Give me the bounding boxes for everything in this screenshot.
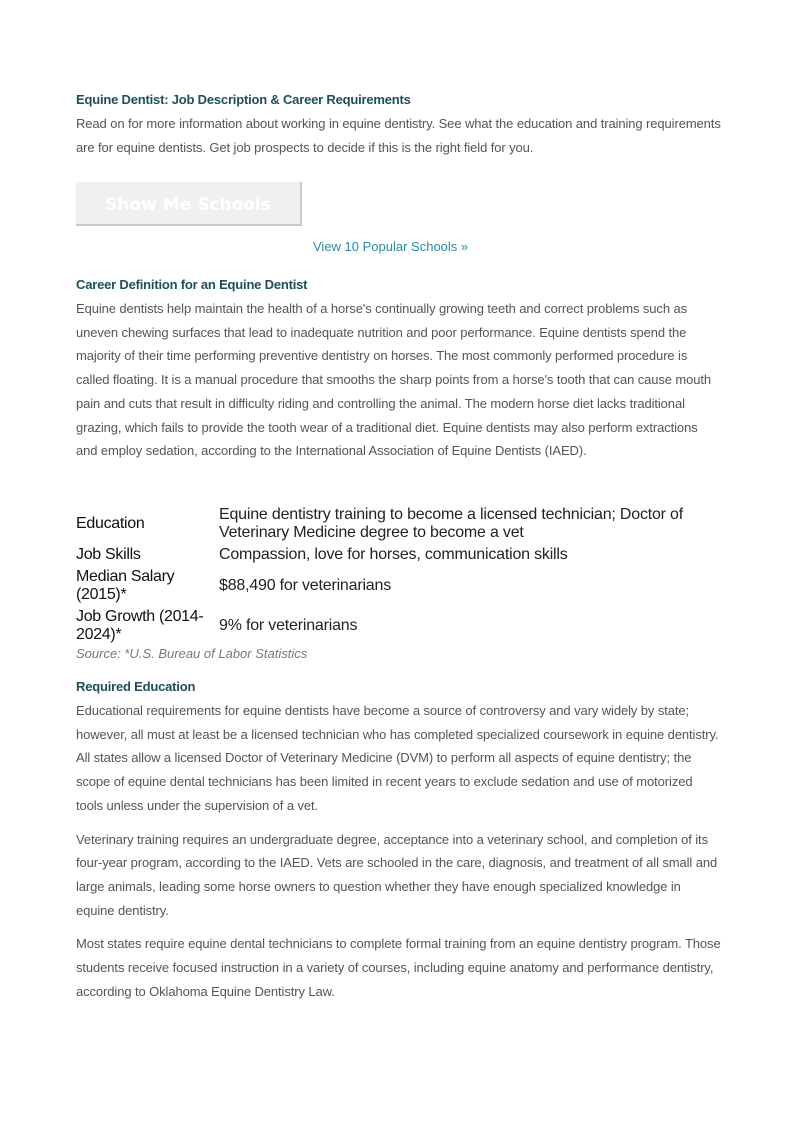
popular-schools-link[interactable]: View 10 Popular Schools »: [313, 239, 469, 254]
career-definition-heading: Career Definition for an Equine Dentist: [76, 277, 308, 292]
table-row: [76, 566, 721, 606]
required-education-paragraph: Educational requirements for equine dentists have become a source of controversy and vary widely by state; however, all must at least be a licensed technician who has completed specialized coursework in equine dentistry. All states allow a licensed Doctor of Veterinary Medicine (DVM) to perform all aspects of equine dentistry; the scope of equine dental technicians has been limited in recent years to exclude sedation and use of motorized tools unless under the supervision of a vet.: [76, 703, 719, 813]
fact-value: Equine dentistry training to become a licensed technician; Doctor of Veterinary Medicine degree to become a vet: [219, 506, 684, 541]
fact-label: Education: [76, 515, 145, 532]
page-title: Equine Dentist: Job Description & Career Requirements: [76, 92, 411, 107]
fact-label: Job Growth (2014-2024)*: [76, 608, 204, 643]
table-row: [76, 544, 721, 566]
table-row: [76, 504, 721, 544]
required-education-heading: Required Education: [76, 679, 196, 694]
article: [76, 90, 721, 999]
fact-value: 9% for veterinarians: [219, 617, 358, 634]
fact-value: Compassion, love for horses, communication skills: [219, 546, 568, 563]
intro-text: Read on for more information about working in equine dentistry. See what the education and training requirements are for equine dentists. Get job prospects to decide if this is the right field for you.: [76, 116, 721, 155]
career-definition-section: [76, 276, 721, 463]
career-definition-body: Equine dentists help maintain the health of a horse's continually growing teeth and correct problems such as uneven chewing surfaces that lead to inadequate nutrition and poor performance. Equine dentists spend the majority of their time performing preventive dentistry on horses. The most commonly performed procedure is called floating. It is a manual procedure that smooths the sharp points from a horse's tooth that can cause mouth pain and cuts that result in difficulty riding and controlling the animal. The modern horse diet lacks traditional grazing, which fails to provide the tooth wear of a traditional diet. Equine dentists may also perform extractions and employ sedation, according to the International Association of Equine Dentists (IAED).: [76, 301, 712, 459]
table-row: [76, 606, 721, 646]
fact-value: $88,490 for veterinarians: [219, 577, 392, 594]
show-me-schools-button[interactable]: Show Me Schools: [76, 182, 302, 226]
source-note: Source: *U.S. Bureau of Labor Statistics: [76, 646, 308, 661]
required-education-paragraph: Veterinary training requires an undergraduate degree, acceptance into a veterinary school, and completion of its four-year program, according to the IAED. Vets are schooled in the care, diagnosis, and treatment of all small and large animals, leading some horse owners to question whether they have enough specialized knowledge in equine dentistry.: [76, 831, 718, 918]
fact-label: Median Salary (2015)*: [76, 568, 175, 603]
career-facts-table: [76, 504, 721, 646]
required-education-section: [76, 678, 721, 1003]
fact-label: Job Skills: [76, 546, 141, 563]
required-education-paragraph: Most states require equine dental technicians to complete formal training from an equine dentistry program. Those students receive focused instruction in a variety of courses, including equine anatomy and performance dentistry, according to Oklahoma Equine Dentistry Law.: [76, 936, 721, 999]
